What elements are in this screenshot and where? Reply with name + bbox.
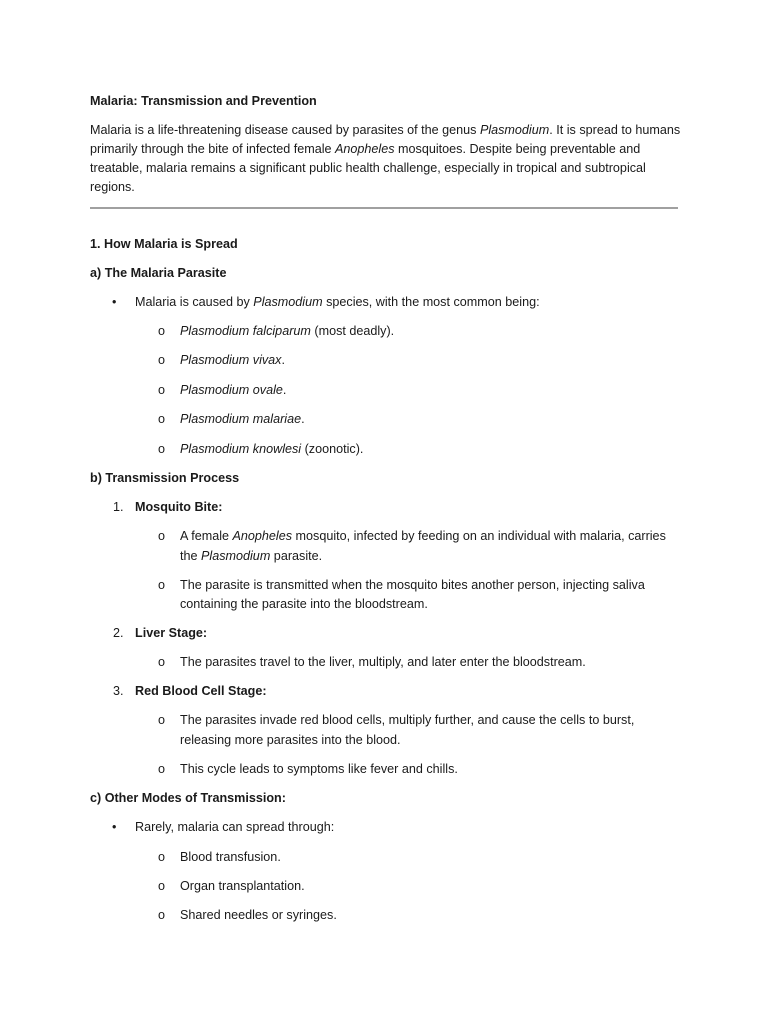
step-number: 2. bbox=[113, 626, 124, 640]
list-item: Malaria is caused by Plasmodium species, with the most common being: bbox=[135, 295, 540, 309]
sub-bullet-marker: o bbox=[158, 412, 166, 426]
list-item: Plasmodium knowlesi (zoonotic). bbox=[180, 442, 364, 456]
sub-bullet-marker: o bbox=[158, 713, 166, 727]
sub-bullet-marker: o bbox=[158, 442, 166, 456]
document-title: Malaria: Transmission and Prevention bbox=[90, 94, 317, 108]
list-item: Plasmodium ovale. bbox=[180, 383, 287, 397]
list-item: The parasites travel to the liver, multiply, and later enter the bloodstream. bbox=[180, 655, 586, 669]
list-item: This cycle leads to symptoms like fever and chills. bbox=[180, 762, 458, 776]
sub-bullet-marker: o bbox=[158, 850, 166, 864]
list-item: Shared needles or syringes. bbox=[180, 908, 337, 922]
section-heading: 1. How Malaria is Spread bbox=[90, 237, 238, 251]
list-item: The parasites invade red blood cells, multiply further, and cause the cells to burst, bbox=[180, 713, 635, 727]
sub-bullet-marker: o bbox=[158, 578, 166, 592]
subsection-heading-a: a) The Malaria Parasite bbox=[90, 266, 227, 280]
step-label: Liver Stage: bbox=[135, 626, 208, 640]
list-item: Plasmodium malariae. bbox=[180, 412, 305, 426]
list-item: The parasite is transmitted when the mosquito bites another person, injecting saliva bbox=[180, 578, 645, 592]
subsection-heading-b: b) Transmission Process bbox=[90, 471, 240, 485]
list-item-continuation: containing the parasite into the bloodstream. bbox=[180, 597, 428, 611]
sub-bullet-marker: o bbox=[158, 353, 166, 367]
bullet-marker: • bbox=[112, 820, 117, 834]
step-label: Red Blood Cell Stage: bbox=[135, 684, 267, 698]
step-label: Mosquito Bite: bbox=[135, 500, 223, 514]
intro-paragraph: Malaria is a life-threatening disease caused by parasites of the genus Plasmodium. It is spread to humans primarily through the bite of infected female Anopheles mosquitoes. Despite being preventable and treatable, malaria remains a significant public health challenge, especially in tropical and subtropical regions. bbox=[90, 123, 681, 194]
list-item: Blood transfusion. bbox=[180, 850, 281, 864]
list-item: Plasmodium falciparum (most deadly). bbox=[180, 324, 395, 338]
horizontal-divider bbox=[90, 207, 678, 209]
step-number: 1. bbox=[113, 500, 124, 514]
list-item: Organ transplantation. bbox=[180, 879, 305, 893]
sub-bullet-marker: o bbox=[158, 324, 166, 338]
sub-bullet-marker: o bbox=[158, 383, 166, 397]
list-item: Rarely, malaria can spread through: bbox=[135, 820, 335, 834]
list-item: Plasmodium vivax. bbox=[180, 353, 285, 367]
sub-bullet-marker: o bbox=[158, 655, 166, 669]
subsection-heading-c: c) Other Modes of Transmission: bbox=[90, 791, 286, 805]
sub-bullet-marker: o bbox=[158, 879, 166, 893]
sub-bullet-marker: o bbox=[158, 529, 166, 543]
list-item: A female Anopheles mosquito, infected by feeding on an individual with malaria, carries bbox=[180, 529, 666, 543]
sub-bullet-marker: o bbox=[158, 908, 166, 922]
bullet-marker: • bbox=[112, 295, 117, 309]
list-item-continuation: the Plasmodium parasite. bbox=[180, 549, 323, 563]
sub-bullet-marker: o bbox=[158, 762, 166, 776]
step-number: 3. bbox=[113, 684, 124, 698]
list-item-continuation: releasing more parasites into the blood. bbox=[180, 733, 401, 747]
